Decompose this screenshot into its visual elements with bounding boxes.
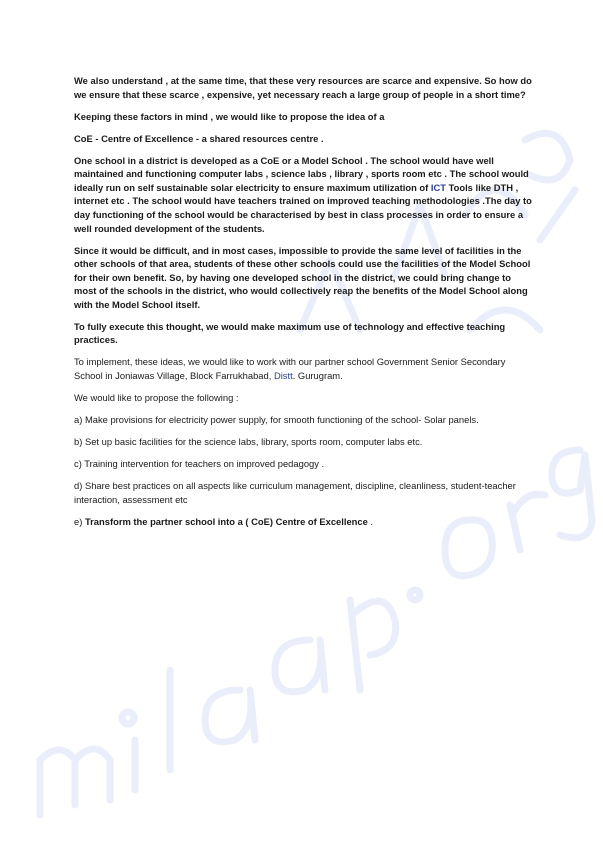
ict-term: ICT bbox=[430, 181, 446, 193]
item-e-prefix: e) bbox=[74, 515, 85, 527]
document-body bbox=[74, 74, 534, 537]
paragraph-technology: To fully execute this thought, we would make maximum use of technology and effective teaching practices. bbox=[74, 320, 506, 346]
paragraph-propose-idea: Keeping these factors in mind , we would like to propose the idea of a bbox=[74, 110, 385, 122]
paragraph-resources: We also understand , at the same time, that these very resources are scarce and expensive. So how do we ensure that these scarce , expensive, yet necessary reach a large group of people in a short time? bbox=[74, 75, 532, 100]
model-school-text-b: Tools like DTH , internet etc . The school would have teachers trained on improved teaching methodologies .The day to day functioning of the school would be characterised by best in class processes in order to ensure a well rounded development of the students. bbox=[74, 181, 532, 234]
list-item-d: d) Share best practices on all aspects like curriculum management, discipline, cleanliness, student-teacher interaction, assessment etc bbox=[74, 479, 516, 505]
model-school-text-a: One school in a district is developed as a CoE or a Model School . The school would have well maintained and functioning computer labs , science labs , library , sports room etc . The school would ideally run on self sustainable solar electricity to ensure maximum utilization of bbox=[74, 154, 529, 193]
paragraph-model-school bbox=[74, 154, 534, 236]
paragraph-partner-school bbox=[74, 355, 534, 382]
item-e-bold: Transform the partner school into a ( CoE) Centre of Excellence bbox=[84, 515, 368, 527]
list-item-a: a) Make provisions for electricity power supply, for smooth functioning of the school- Solar panels. bbox=[74, 414, 479, 425]
partner-school-text-b: . Gurugram. bbox=[292, 370, 343, 382]
partner-school-text-a: To implement, these ideas, we would like to work with our partner school Government Senior Secondary School in Joniawas Village, Block Farrukhabad, bbox=[74, 356, 506, 382]
item-e-suffix: . bbox=[367, 515, 374, 527]
list-item-c: c) Training intervention for teachers on improved pedagogy . bbox=[74, 457, 325, 469]
paragraph-coe-title: CoE - Centre of Excellence - a shared resources centre . bbox=[74, 132, 324, 144]
paragraph-shared-facilities: Since it would be difficult, and in most cases, impossible to provide the same level of facilities in the other schools of that area, students of these other schools could use the facilities of the Model School for their own benefit. So, by having one developed school in the district, we could bring change to most of the schools in the district, who would collectively reap the benefits of the Model School along with the Model School itself. bbox=[74, 244, 531, 310]
list-item-e bbox=[74, 515, 534, 529]
paragraph-propose-following: We would like to propose the following : bbox=[74, 392, 239, 404]
distt-term: Distt bbox=[273, 370, 293, 382]
list-item-b: b) Set up basic facilities for the science labs, library, sports room, computer labs etc. bbox=[74, 435, 423, 447]
